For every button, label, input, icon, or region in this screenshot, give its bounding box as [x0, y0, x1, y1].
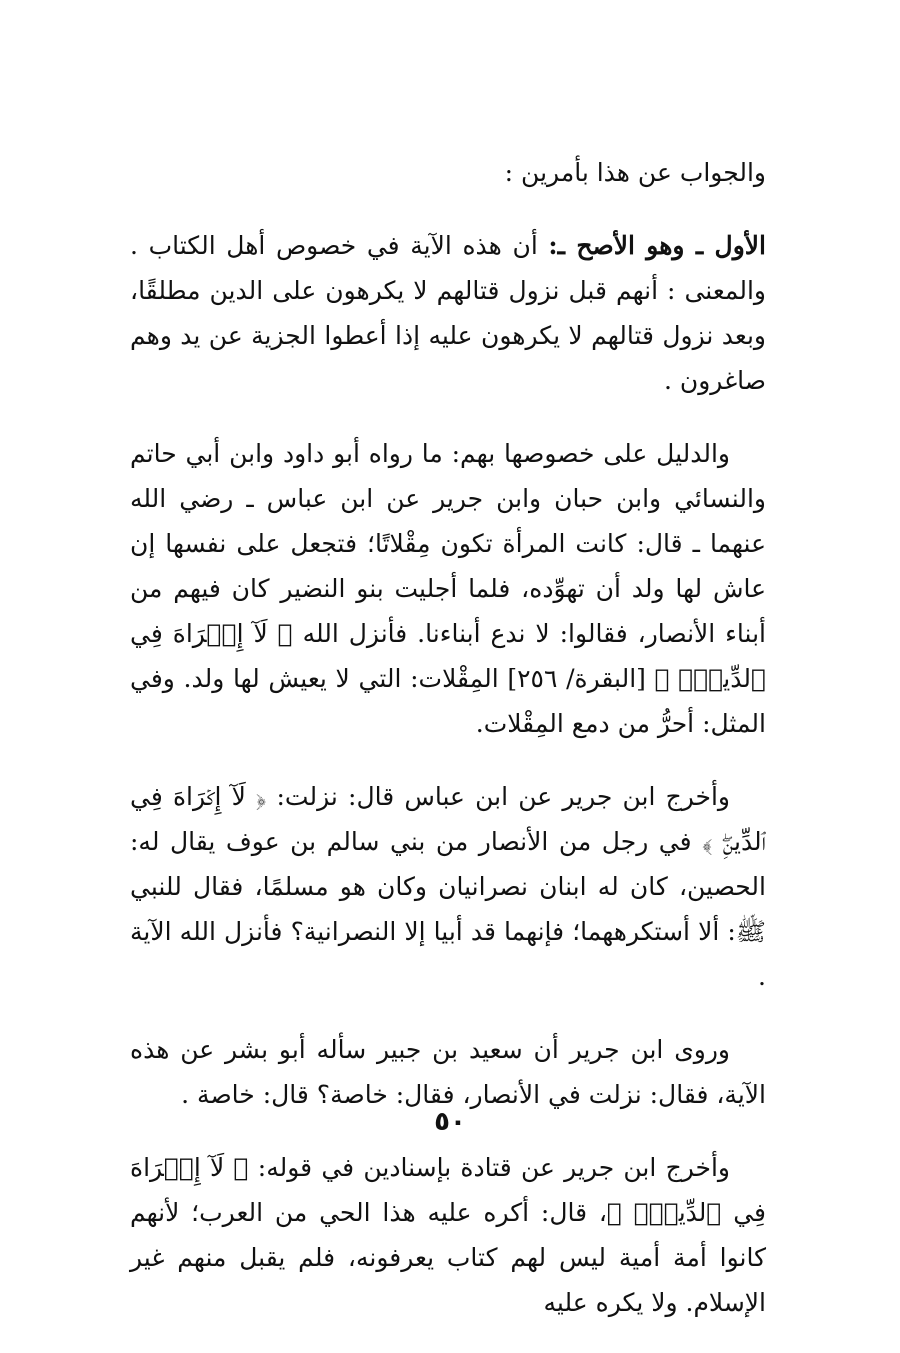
page-body [130, 150, 766, 1353]
paragraph-first-answer [130, 223, 766, 403]
paragraph-lead: الأول ـ وهو الأصح ـ: [548, 231, 766, 260]
paragraph-intro [130, 150, 766, 195]
paragraph-evidence [130, 431, 766, 746]
paragraph-text: والجواب عن هذا بأمرين : [504, 158, 766, 187]
paragraph-said-ibn-jubayr [130, 1027, 766, 1117]
paragraph-text: وأخرج ابن جرير عن قتادة بإسنادين في قوله: ﴿ لَآ إِكۡرَاهَ فِي ٱلدِّينِۖ ﴾، قال: أكره عليه هذا الحي من العرب؛ لأنهم كانوا أمة أمية ليس لهم كتاب يعرفونه، فلم يقبل منهم غير الإسلام. ولا يكره عليه [130, 1153, 766, 1317]
paragraph-text: أن هذه الآية في خصوص أهل الكتاب . والمعنى : أنهم قبل نزول قتالهم لا يكرهون على الدين مطلقًا، وبعد نزول قتالهم لا يكرهون عليه إذا أعطوا الجزية عن يد وهم صاغرون . [130, 231, 766, 395]
paragraph-text: وروى ابن جرير أن سعيد بن جبير سأله أبو بشر عن هذه الآية، فقال: نزلت في الأنصار، فقال: خاصة؟ قال: خاصة . [130, 1035, 766, 1109]
page-number: ٥٠ [434, 1107, 466, 1137]
paragraph-text: والدليل على خصوصها بهم: ما رواه أبو داود وابن أبي حاتم والنسائي وابن حبان وابن جرير عن ابن عباس ـ رضي الله عنهما ـ قال: كانت المرأة تكون مِقْلاتًا؛ فتجعل على نفسها إن عاش لها ولد أن تهوِّده، فلما أجليت بنو النضير كان فيهم من أبناء الأنصار، فقالوا: لا ندع أبناءنا. فأنزل الله ﴿ لَآ إِكۡرَاهَ فِي ٱلدِّينِۖ ﴾ [البقرة/ ٢٥٦] المِقْلات: التي لا يعيش لها ولد. وفي المثل: أحرُّ من دمع المِقْلات. [130, 439, 766, 738]
paragraph-text: وأخرج ابن جرير عن ابن عباس قال: نزلت: ﴿ لَآ إِكۡرَاهَ فِي ٱلدِّينِۖ ﴾ في رجل من الأنصار من بني سالم بن عوف يقال له: الحصين، كان له ابنان نصرانيان وكان هو مسلمًا، فقال للنبي ﷺ: ألا أستكرههما؛ فإنهما قد أبيا إلا النصرانية؟ فأنزل الله الآية . [130, 782, 766, 991]
paragraph-ibn-abbas [130, 774, 766, 999]
paragraph-qatada [130, 1145, 766, 1325]
